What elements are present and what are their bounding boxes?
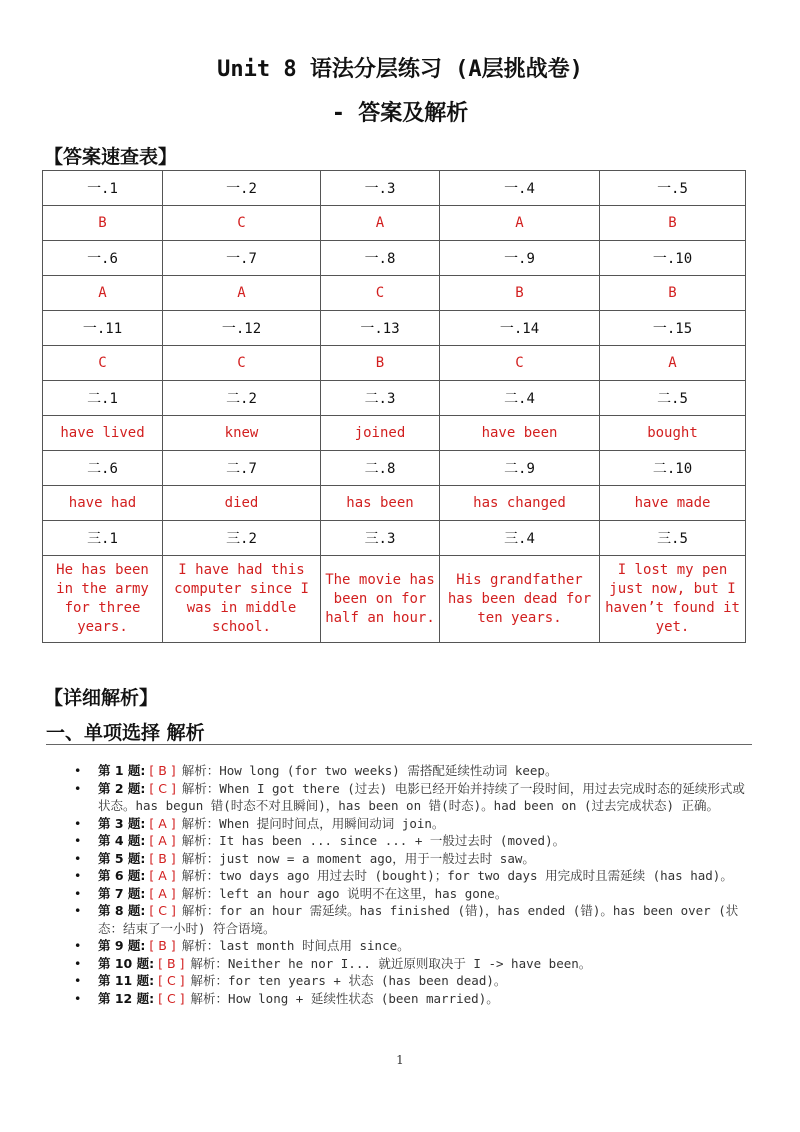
list-item [70,937,750,955]
table-header-row [43,381,746,416]
explanation-text: 解析：last month 时间点用 since。 [181,938,410,953]
answer-badge: [ C ] [149,903,176,918]
explanation-text: 解析：How long + 延续性状态 (been married)。 [190,990,499,1006]
explanation-text: 解析：When 提问时间点，用瞬间动词 join。 [181,815,445,831]
explanation-text: 解析：left an hour ago 说明不在这里，has gone。 [181,885,508,901]
answer-cell: C [163,206,321,241]
question-number-cell: 二.10 [600,451,746,486]
question-number-cell: 一.13 [321,311,440,346]
explanation-text: 解析：for ten years + 状态 (has been dead)。 [190,973,507,988]
answer-cell: have been [440,416,600,451]
question-number-cell: 一.14 [440,311,600,346]
question-number-cell: 一.15 [600,311,746,346]
bullet-icon: • [74,868,82,883]
answer-cell: A [600,346,746,381]
question-label: 第 7 题: [98,885,146,901]
answer-cell: B [600,276,746,311]
answer-badge: [ B ] [149,938,176,953]
table-header-row [43,521,746,556]
answer-cell: B [43,206,163,241]
question-label: 第 3 题: [98,815,146,831]
table-header-row [43,451,746,486]
explanation-text: 解析：It has been ... since ... + 一般过去时 (moved)。 [181,833,566,848]
question-label: 第 9 题: [98,938,146,953]
explanation-text: 解析：When I got there (过去) 电影已经开始并持续了一段时间，用过去完成时态的延续形式或状态。has begun 错(时态不对且瞬间)，has been on 错(时态)。had been on (过去完成状态) 正确。 [98,780,745,813]
answer-cell: A [321,206,440,241]
answer-cell: I lost my pen just now, but I haven’t found it yet. [600,556,746,643]
answer-badge: [ C ] [158,990,185,1006]
question-label: 第 6 题: [98,868,146,883]
answer-badge: [ A ] [149,868,176,883]
question-label: 第 12 题: [98,990,155,1006]
page-title: Unit 8 语法分层练习 (A层挑战卷) [217,57,583,82]
question-number-cell: 一.12 [163,311,321,346]
question-number-cell: 一.11 [43,311,163,346]
answer-cell: B [440,276,600,311]
answer-cell: A [43,276,163,311]
table-header-row [43,171,746,206]
bullet-icon: • [74,990,82,1006]
question-label: 第 11 题: [98,973,155,988]
answer-cell: has been [321,486,440,521]
explanation-text: 解析：just now = a moment ago，用于一般过去时 saw。 [181,850,535,866]
bullet-icon: • [74,763,82,778]
answer-cell: He has been in the army for three years. [43,556,163,643]
explanation-text: 解析：Neither he nor I... 就近原则取决于 I -> have been。 [190,955,592,971]
answer-cell: have had [43,486,163,521]
question-number-cell: 二.5 [600,381,746,416]
question-number-cell: 一.6 [43,241,163,276]
section-divider [46,744,752,745]
question-number-cell: 一.2 [163,171,321,206]
question-number-cell: 二.3 [321,381,440,416]
bullet-icon: • [74,815,82,831]
answer-cell: His grandfather has been dead for ten years. [440,556,600,643]
question-number-cell: 一.5 [600,171,746,206]
question-label: 第 5 题: [98,850,146,866]
answer-cell: knew [163,416,321,451]
answer-cell: The movie has been on for half an hour. [321,556,440,643]
question-label: 第 10 题: [98,955,155,971]
table-answer-row [43,416,746,451]
list-item [70,885,750,903]
answer-cell: C [163,346,321,381]
question-number-cell: 三.3 [321,521,440,556]
explanation-list [70,762,750,1007]
question-number-cell: 三.1 [43,521,163,556]
question-number-cell: 二.9 [440,451,600,486]
bullet-icon: • [74,780,82,796]
list-item [70,990,750,1008]
question-number-cell: 二.7 [163,451,321,486]
answer-cell: I have had this computer since I was in middle school. [163,556,321,643]
question-label: 第 1 题: [98,763,146,778]
table-answer-row [43,486,746,521]
question-number-cell: 一.1 [43,171,163,206]
bullet-icon: • [74,903,82,918]
question-number-cell: 一.8 [321,241,440,276]
bullet-icon: • [74,955,82,971]
detail-label: 【详细解析】 [44,687,159,709]
list-item [70,780,750,815]
table-answer-row [43,556,746,643]
question-label: 第 4 题: [98,833,146,848]
answer-badge: [ B ] [149,763,176,778]
question-number-cell: 一.9 [440,241,600,276]
answer-cell: C [440,346,600,381]
page-number: 1 [396,1053,404,1067]
bullet-icon: • [74,850,82,866]
list-item [70,762,750,780]
list-item [70,972,750,990]
question-number-cell: 一.3 [321,171,440,206]
question-number-cell: 一.10 [600,241,746,276]
list-item [70,955,750,973]
explanation-text: 解析：two days ago 用过去时 (bought)；for two days 用完成时且需延续 (has had)。 [181,868,733,883]
list-item [70,850,750,868]
answer-cell: A [163,276,321,311]
answer-badge: [ A ] [149,815,176,831]
answer-cell: B [321,346,440,381]
question-number-cell: 三.4 [440,521,600,556]
answer-badge: [ C ] [158,973,185,988]
question-label: 第 8 题: [98,903,146,918]
question-number-cell: 二.2 [163,381,321,416]
section-heading: 一、单项选择 解析 [46,722,205,744]
question-number-cell: 二.4 [440,381,600,416]
question-number-cell: 三.2 [163,521,321,556]
answer-table-label: 【答案速查表】 [44,146,178,168]
question-number-cell: 二.6 [43,451,163,486]
table-answer-row [43,206,746,241]
answer-badge: [ A ] [149,833,176,848]
answer-badge: [ C ] [149,780,176,796]
bullet-icon: • [74,885,82,901]
explanation-text: 解析：for an hour 需延续。has finished (错)，has ended (错)。has been over (状态：结束了一小时) 符合语境。 [98,903,739,936]
question-number-cell: 一.7 [163,241,321,276]
table-header-row [43,311,746,346]
table-header-row [43,241,746,276]
explanation-text: 解析：How long (for two weeks) 需搭配延续性动词 keep。 [181,763,558,778]
answer-badge: [ B ] [149,850,176,866]
list-item [70,815,750,833]
answer-cell: bought [600,416,746,451]
table-answer-row [43,346,746,381]
question-number-cell: 二.8 [321,451,440,486]
answer-cell: C [43,346,163,381]
answer-cell: have lived [43,416,163,451]
table-answer-row [43,276,746,311]
answer-cell: C [321,276,440,311]
answer-cell: has changed [440,486,600,521]
answer-cell: B [600,206,746,241]
question-number-cell: 一.4 [440,171,600,206]
answer-cell: have made [600,486,746,521]
answer-cell: A [440,206,600,241]
bullet-icon: • [74,938,82,953]
list-item [70,902,750,937]
bullet-icon: • [74,973,82,988]
answer-table [42,170,746,643]
question-number-cell: 三.5 [600,521,746,556]
answer-badge: [ B ] [158,955,185,971]
list-item [70,867,750,885]
list-item [70,832,750,850]
page-subtitle: - 答案及解析 [331,101,469,126]
question-label: 第 2 题: [98,780,146,796]
answer-cell: joined [321,416,440,451]
question-number-cell: 二.1 [43,381,163,416]
answer-cell: died [163,486,321,521]
answer-badge: [ A ] [149,885,176,901]
bullet-icon: • [74,833,82,848]
